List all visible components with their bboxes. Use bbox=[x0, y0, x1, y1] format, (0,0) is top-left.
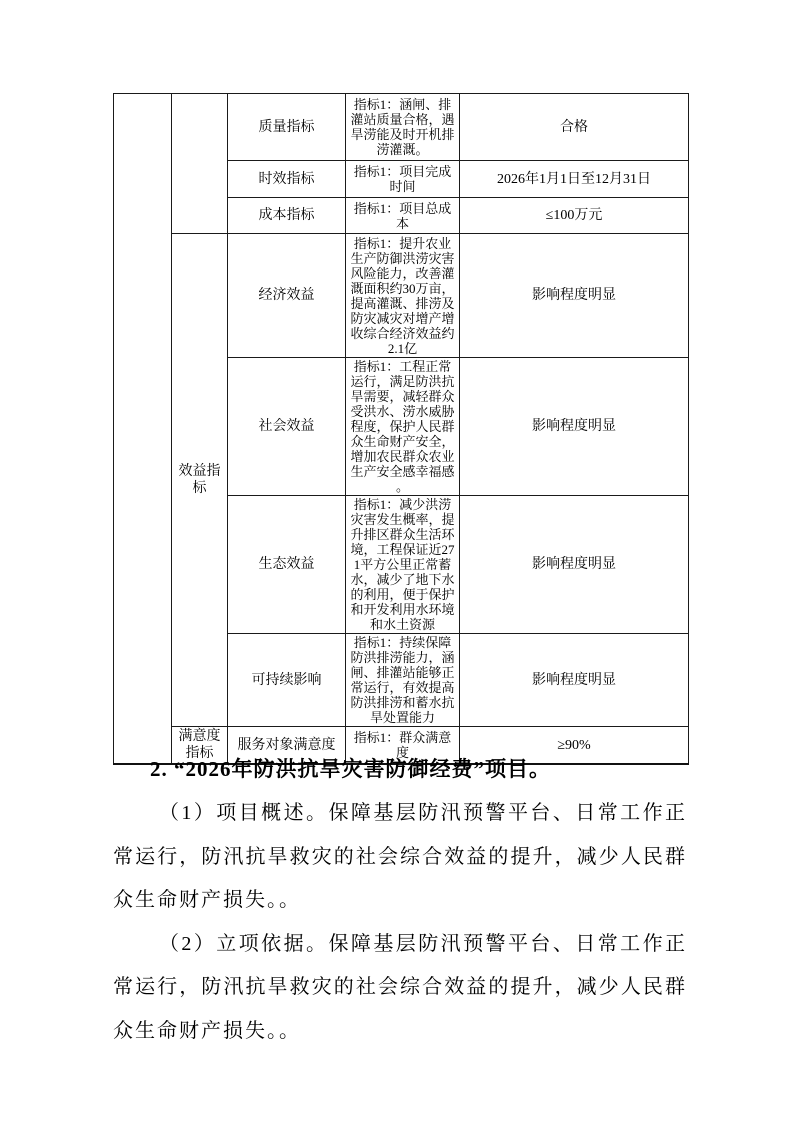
table-row bbox=[114, 94, 689, 161]
group-cell-blank bbox=[172, 94, 228, 234]
table-left-spacer-cell bbox=[114, 94, 172, 765]
table-row bbox=[114, 234, 689, 358]
indicator-value-service-satisfaction: ≥90% bbox=[460, 727, 689, 765]
body-text-block bbox=[113, 747, 687, 1053]
group-cell-benefit: 效益指标 bbox=[172, 234, 228, 727]
indicator-name-service-satisfaction: 服务对象满意度 bbox=[228, 727, 346, 765]
indicator-name-quality: 质量指标 bbox=[228, 94, 346, 161]
indicator-value-sustainability: 影响程度明显 bbox=[460, 634, 689, 727]
indicator-name-economic: 经济效益 bbox=[228, 234, 346, 358]
indicator-name-ecological: 生态效益 bbox=[228, 496, 346, 634]
indicator-value-ecological: 影响程度明显 bbox=[460, 496, 689, 634]
indicator-desc-economic: 指标1：提升农业生产防御洪涝灾害风险能力，改善灌溉面积约30万亩，提高灌溉、排涝及防灾减灾对增产增收综合经济效益约2.1亿 bbox=[346, 234, 460, 358]
indicator-value-quality: 合格 bbox=[460, 94, 689, 161]
section-heading: 2. “2026年防洪抗旱灾害防御经费”项目。 bbox=[150, 757, 551, 781]
indicator-value-economic: 影响程度明显 bbox=[460, 234, 689, 358]
indicator-desc-quality: 指标1：涵闸、排灌站质量合格，遇旱涝能及时开机排涝灌溉。 bbox=[346, 94, 460, 161]
indicator-name-timeliness: 时效指标 bbox=[228, 161, 346, 198]
indicator-value-cost: ≤100万元 bbox=[460, 198, 689, 234]
group-cell-satisfaction: 满意度指标 bbox=[172, 727, 228, 765]
indicator-desc-ecological: 指标1：减少洪涝灾害发生概率，提升排区群众生活环境，工程保证近271平方公里正常蓄水，减少了地下水的利用，便于保护和开发利用水环境和水土资源 bbox=[346, 496, 460, 634]
paragraph-project-overview: （1）项目概述。保障基层防汛预警平台、日常工作正常运行，防汛抗旱救灾的社会综合效益的提升，减少人民群众生命财产损失。。 bbox=[113, 802, 687, 911]
indicator-name-sustainability: 可持续影响 bbox=[228, 634, 346, 727]
indicator-name-social: 社会效益 bbox=[228, 358, 346, 496]
indicator-name-cost: 成本指标 bbox=[228, 198, 346, 234]
paragraph-project-basis: （2）立项依据。保障基层防汛预警平台、日常工作正常运行，防汛抗旱救灾的社会综合效益的提升，减少人民群众生命财产损失。。 bbox=[113, 932, 687, 1042]
indicator-value-timeliness: 2026年1月1日至12月31日 bbox=[460, 161, 689, 198]
indicator-desc-cost: 指标1：项目总成本 bbox=[346, 198, 460, 234]
indicator-desc-social: 指标1：工程正常运行，满足防洪抗旱需要，减轻群众受洪水、涝水威胁程度，保护人民群众生命财产安全，增加农民群众农业生产安全感幸福感。 bbox=[346, 358, 460, 496]
indicator-desc-timeliness: 指标1：项目完成时间 bbox=[346, 161, 460, 198]
indicator-value-social: 影响程度明显 bbox=[460, 358, 689, 496]
indicator-desc-service-satisfaction: 指标1：群众满意度 bbox=[346, 727, 460, 765]
indicator-desc-sustainability: 指标1：持续保障防洪排涝能力，涵闸、排灌站能够正常运行，有效提高防洪排涝和蓄水抗旱处置能力 bbox=[346, 634, 460, 727]
performance-indicator-table bbox=[113, 93, 689, 765]
